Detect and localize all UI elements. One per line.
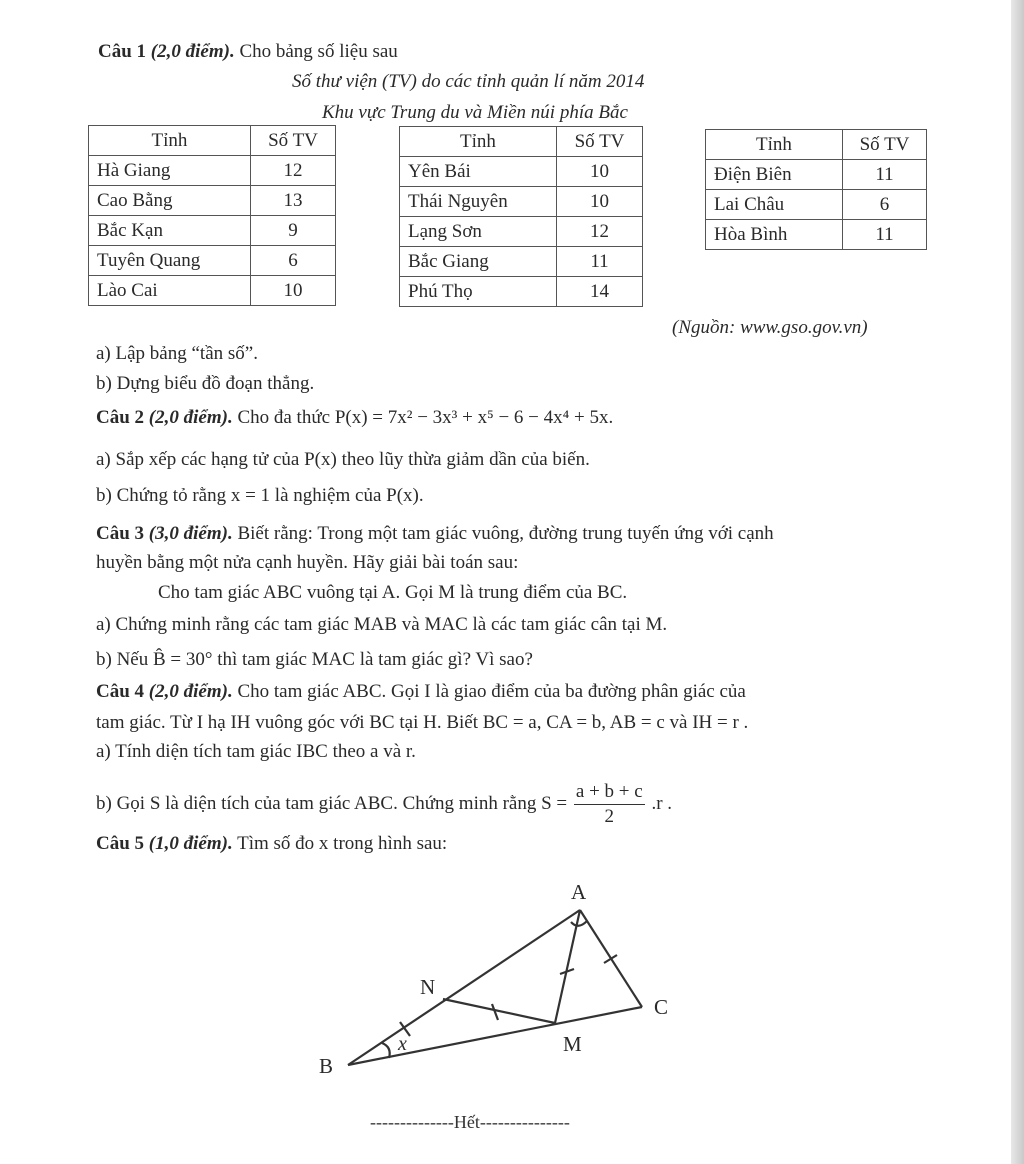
count-cell: 10 (557, 157, 643, 187)
province-cell: Lai Châu (706, 190, 843, 220)
fraction-denominator: 2 (604, 806, 615, 828)
q4-points: (2,0 điểm). (148, 681, 233, 702)
province-cell: Tuyên Quang (89, 246, 251, 276)
province-cell: Yên Bái (400, 157, 557, 187)
q1-title-line2: Khu vực Trung du và Miền núi phía Bắc (322, 102, 628, 123)
q3-text: Biết rằng: Trong một tam giác vuông, đường trung tuyến ứng với cạnh (237, 523, 774, 544)
count-cell: 6 (251, 246, 336, 276)
province-cell: Cao Bằng (89, 186, 251, 216)
q5-label: Câu 5 (96, 833, 145, 854)
tick-nm (492, 1004, 498, 1020)
q1-label: Câu 1 (98, 41, 147, 62)
q1-title-line1: Số thư viện (TV) do các tỉnh quản lí năm 2014 (292, 71, 645, 92)
q5-text: Tìm số đo x trong hình sau: (237, 833, 448, 854)
q2-part-a: a) Sắp xếp các hạng tử của P(x) theo lũy thừa giảm dần của biến. (96, 449, 590, 470)
province-cell: Bắc Kạn (89, 216, 251, 246)
q1-part-b: b) Dựng biểu đồ đoạn thẳng. (96, 373, 315, 394)
province-cell: Bắc Giang (400, 247, 557, 277)
q3-points: (3,0 điểm). (148, 523, 233, 544)
angle-arc-a (571, 921, 587, 926)
q3-part-a: a) Chứng minh rằng các tam giác MAB và MAC là các tam giác cân tại M. (96, 614, 668, 635)
q2-points: (2,0 điểm). (148, 407, 233, 428)
col-province: Tỉnh (89, 126, 251, 156)
q4-text-line2: tam giác. Từ I hạ IH vuông góc với BC tại H. Biết BC = a, CA = b, AB = c và IH = r . (96, 712, 749, 733)
q1-part-a: a) Lập bảng “tần số”. (96, 343, 258, 364)
segment-am (555, 910, 580, 1023)
count-cell: 14 (557, 277, 643, 307)
point-n-label: N (420, 975, 436, 999)
source-note: (Nguồn: www.gso.gov.vn) (672, 317, 868, 338)
col-count: Số TV (843, 130, 927, 160)
point-c-label: C (654, 995, 669, 1019)
col-province: Tỉnh (706, 130, 843, 160)
count-cell: 11 (843, 160, 927, 190)
col-count: Số TV (557, 127, 643, 157)
q4-part-a: a) Tính diện tích tam giác IBC theo a và r. (96, 741, 416, 762)
count-cell: 10 (251, 276, 336, 306)
q4-part-b-suffix: .r . (651, 793, 673, 814)
province-cell: Phú Thọ (400, 277, 557, 307)
end-marker: --------------Hết--------------- (370, 1112, 570, 1132)
province-cell: Lạng Sơn (400, 217, 557, 247)
q2-label: Câu 2 (96, 407, 145, 428)
count-cell: 11 (843, 220, 927, 250)
point-b-label: B (319, 1054, 334, 1078)
province-cell: Hòa Bình (706, 220, 843, 250)
point-a-label: A (571, 880, 587, 904)
count-cell: 11 (557, 247, 643, 277)
count-cell: 12 (557, 217, 643, 247)
province-cell: Hà Giang (89, 156, 251, 186)
point-m-label: M (563, 1032, 582, 1056)
q2-text: Cho đa thức (237, 407, 331, 428)
col-count: Số TV (251, 126, 336, 156)
count-cell: 6 (843, 190, 927, 220)
fraction-numerator: a + b + c (574, 780, 645, 805)
q3-label: Câu 3 (96, 523, 145, 544)
q3-part-b: b) Nếu B̂ = 30° thì tam giác MAC là tam giác gì? Vì sao? (96, 649, 533, 670)
q2-part-b: b) Chứng tỏ rằng x = 1 là nghiệm của P(x). (96, 485, 424, 506)
segment-nm (443, 999, 555, 1023)
angle-x-label: x (398, 1033, 407, 1055)
q3-text-line2: huyền bằng một nửa cạnh huyền. Hãy giải bài toán sau: (96, 552, 519, 573)
q4-text: Cho tam giác ABC. Gọi I là giao điểm của ba đường phân giác của (237, 681, 746, 702)
q1-points: (2,0 điểm). (150, 41, 235, 62)
q2-polynomial: P(x) = 7x² − 3x³ + x⁵ − 6 − 4x⁴ + 5x. (334, 407, 614, 428)
count-cell: 13 (251, 186, 336, 216)
count-cell: 9 (251, 216, 336, 246)
province-cell: Thái Nguyên (400, 187, 557, 217)
q1-text: Cho bảng số liệu sau (239, 41, 398, 62)
q5-points: (1,0 điểm). (148, 833, 233, 854)
q4-label: Câu 4 (96, 681, 145, 702)
q4-part-b-text: b) Gọi S là diện tích của tam giác ABC. Chứng minh rằng S = (96, 793, 568, 814)
province-cell: Điện Biên (706, 160, 843, 190)
angle-arc-b (382, 1043, 390, 1058)
q3-problem: Cho tam giác ABC vuông tại A. Gọi M là trung điểm của BC. (158, 582, 628, 603)
col-province: Tỉnh (400, 127, 557, 157)
count-cell: 10 (557, 187, 643, 217)
province-cell: Lào Cai (89, 276, 251, 306)
count-cell: 12 (251, 156, 336, 186)
